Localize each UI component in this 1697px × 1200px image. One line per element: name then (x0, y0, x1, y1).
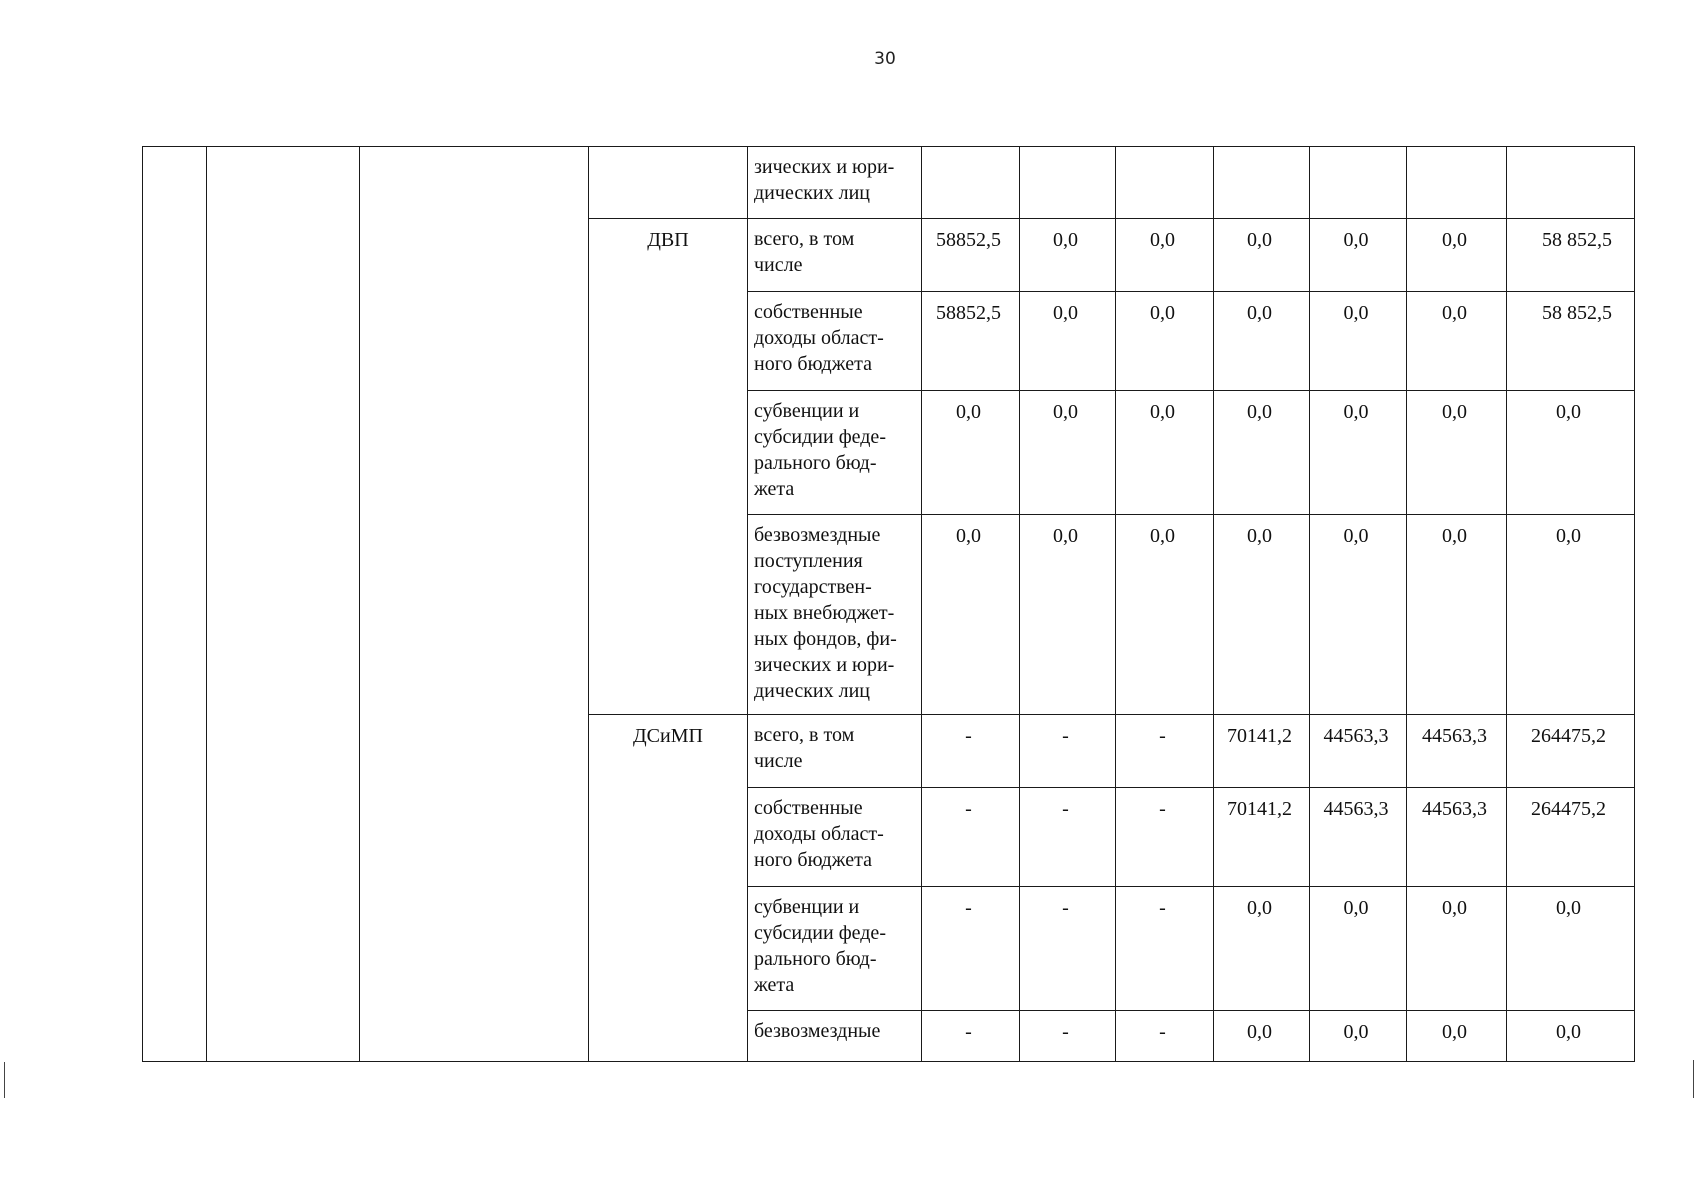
total-cell: 264475,2 (1507, 788, 1635, 887)
empty-measure-cell (360, 147, 589, 1062)
value-cell: 0,0 (1116, 515, 1214, 715)
value-cell: - (922, 1011, 1020, 1062)
value-cell: - (1116, 788, 1214, 887)
value-cell: 0,0 (1407, 1011, 1507, 1062)
funding-source-cell: всего, в том числе (748, 715, 922, 788)
value-cell (1310, 147, 1407, 219)
value-cell: 0,0 (1214, 292, 1310, 391)
value-cell (1214, 147, 1310, 219)
scan-mark-left (4, 1062, 5, 1098)
value-cell: 0,0 (1310, 391, 1407, 515)
total-cell (1507, 147, 1635, 219)
funding-source-cell: субвенции и субсидии феде- рального бюд- жета (748, 887, 922, 1011)
funding-source-cell: безвозмездные (748, 1011, 922, 1062)
value-cell: 0,0 (922, 515, 1020, 715)
executor-cell: ДВП (589, 219, 748, 715)
funding-source-cell: всего, в том числе (748, 219, 922, 292)
value-cell (922, 147, 1020, 219)
value-cell: - (1116, 887, 1214, 1011)
empty-goal-cell (207, 147, 360, 1062)
value-cell: 0,0 (1407, 391, 1507, 515)
total-cell: 0,0 (1507, 391, 1635, 515)
total-cell: 58 852,5 (1507, 292, 1635, 391)
value-cell: 0,0 (1310, 515, 1407, 715)
value-cell (1020, 147, 1116, 219)
value-cell: 0,0 (1020, 219, 1116, 292)
total-cell: 0,0 (1507, 1011, 1635, 1062)
value-cell: 0,0 (1116, 391, 1214, 515)
value-cell: 0,0 (1310, 292, 1407, 391)
funding-source-cell: собственные доходы област- ного бюджета (748, 788, 922, 887)
value-cell: - (922, 715, 1020, 788)
value-cell: - (1116, 1011, 1214, 1062)
value-cell: - (1020, 715, 1116, 788)
table-row (143, 147, 1635, 219)
total-cell: 0,0 (1507, 515, 1635, 715)
value-cell: 0,0 (1407, 292, 1507, 391)
value-cell: 70141,2 (1214, 788, 1310, 887)
value-cell: 0,0 (1020, 391, 1116, 515)
value-cell: 0,0 (1407, 887, 1507, 1011)
value-cell (1116, 147, 1214, 219)
value-cell: 0,0 (1310, 887, 1407, 1011)
budget-table (142, 146, 1635, 1062)
total-cell: 0,0 (1507, 887, 1635, 1011)
value-cell: 44563,3 (1310, 788, 1407, 887)
funding-source-cell: безвозмездные поступления государствен- ных внебюджет- ных фондов, фи- зических и юри- дических лиц (748, 515, 922, 715)
value-cell: 58852,5 (922, 292, 1020, 391)
value-cell: - (1020, 788, 1116, 887)
scan-mark-right (1693, 1060, 1694, 1098)
value-cell: 0,0 (1214, 887, 1310, 1011)
value-cell: - (1020, 1011, 1116, 1062)
value-cell: 0,0 (1214, 391, 1310, 515)
funding-source-cell: зических и юри- дических лиц (748, 147, 922, 219)
executor-cell: ДСиМП (589, 715, 748, 1062)
value-cell: - (1020, 887, 1116, 1011)
value-cell: 0,0 (1310, 219, 1407, 292)
value-cell: 0,0 (1020, 515, 1116, 715)
value-cell: - (1116, 715, 1214, 788)
page-number: 30 (874, 49, 896, 69)
value-cell: 44563,3 (1310, 715, 1407, 788)
value-cell: - (922, 788, 1020, 887)
value-cell: 0,0 (1020, 292, 1116, 391)
empty-number-cell (143, 147, 207, 1062)
funding-source-cell: субвенции и субсидии феде- рального бюд- жета (748, 391, 922, 515)
executor-cell-empty (589, 147, 748, 219)
value-cell: 70141,2 (1214, 715, 1310, 788)
value-cell: 0,0 (922, 391, 1020, 515)
value-cell: 44563,3 (1407, 788, 1507, 887)
value-cell: 0,0 (1116, 219, 1214, 292)
value-cell: 0,0 (1214, 1011, 1310, 1062)
value-cell: 0,0 (1407, 515, 1507, 715)
value-cell: 0,0 (1310, 1011, 1407, 1062)
value-cell: - (922, 887, 1020, 1011)
value-cell: 58852,5 (922, 219, 1020, 292)
value-cell: 0,0 (1214, 219, 1310, 292)
value-cell (1407, 147, 1507, 219)
total-cell: 264475,2 (1507, 715, 1635, 788)
value-cell: 0,0 (1116, 292, 1214, 391)
value-cell: 44563,3 (1407, 715, 1507, 788)
total-cell: 58 852,5 (1507, 219, 1635, 292)
value-cell: 0,0 (1214, 515, 1310, 715)
funding-source-cell: собственные доходы област- ного бюджета (748, 292, 922, 391)
value-cell: 0,0 (1407, 219, 1507, 292)
